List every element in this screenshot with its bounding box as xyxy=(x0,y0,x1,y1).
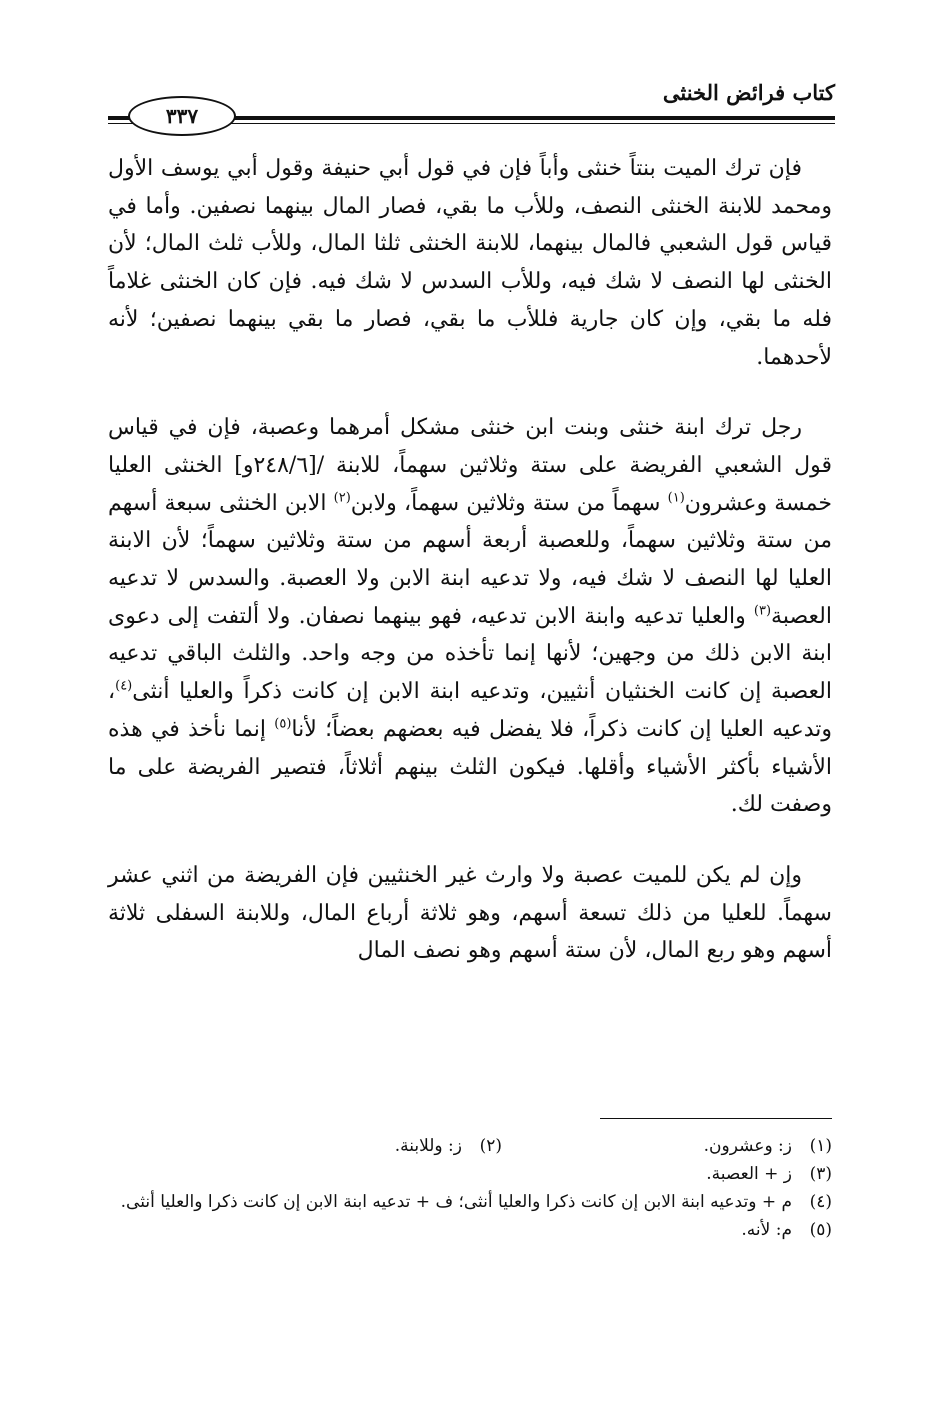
footnote-2 xyxy=(172,1132,502,1160)
text-run: الابن الخنثى سبعة أسهم من ستة وثلاثين سهماً، وللعصبة أربعة أسهم من ستة وثلاثين سهماً؛ لأن الابنة العليا لها النصف لا شك فيه، ولا تدعيه ابنة الابن ولا العصبة. والسدس لا تدعيه العصبة xyxy=(108,490,832,629)
footnote-number: (١) xyxy=(809,1136,832,1156)
text-run: فإن ترك الميت بنتاً خنثى وأباً فإن في قول أبي حنيفة وقول أبي يوسف الأول ومحمد للابنة الخنثى النصف، وللأب ما بقي، فصار المال بينهما نصفين. وأما في قياس قول الشعبي فالمال بينهما، للابنة الخنثى ثلثا المال، وللأب ثلث المال؛ لأن الخنثى لها النصف لا شك فيه، وللأب السدس لا شك فيه. فإن كان الخنثى غلاماً فله ما بقي، وإن كان جارية فللأب ما بقي، فصار ما بقي بينهما نصفين؛ لأنه لأحدهما. xyxy=(108,156,832,370)
paragraph-gap xyxy=(108,376,832,409)
main-text xyxy=(108,150,832,970)
footnote-separator xyxy=(600,1118,832,1119)
footnotes xyxy=(108,1132,832,1244)
paragraph-3 xyxy=(108,857,832,970)
footnote-row xyxy=(108,1132,832,1160)
footnote-text: ز + العصبة. xyxy=(706,1164,792,1184)
text-run: رجل ترك ابنة خنثى وبنت ابن خنثى مشكل أمرهما وعصبة، فإن في قياس قول الشعبي الفريضة على ستة وثلاثين سهماً، للابنة /[٢٤٨/٦و] الخنثى العليا خمسة وعشرون xyxy=(108,415,832,516)
text-run: إنما نأخذ في هذه الأشياء بأكثر الأشياء وأقلها. فيكون الثلث بينهم أثلاثاً، فتصير الفريضة على ما وصفت لك. xyxy=(108,716,832,818)
footnote-4 xyxy=(108,1188,832,1216)
footnote-reference[interactable]: (٣) xyxy=(753,603,772,619)
footnote-number: (٣) xyxy=(809,1164,832,1184)
footnote-number: (٢) xyxy=(479,1136,502,1156)
page-number: ٣٣٧ xyxy=(165,104,199,128)
footnote-reference[interactable]: (٥) xyxy=(274,716,292,732)
footnote-3 xyxy=(108,1160,832,1188)
paragraph-gap xyxy=(108,824,832,857)
page-number-badge xyxy=(128,96,236,136)
text-run: سهماً من ستة وثلاثين سهماً، ولابن xyxy=(350,490,668,516)
text-run: والعليا تدعيه وابنة الابن تدعيه، فهو بينهما نصفان. ولا ألتفت إلى دعوى ابنة الابن ذلك من وجهين؛ لأنها إنما تأخذه من وجه واحد. والثلث الباقي تدعيه العصبة إن كانت الخنثيان أنثيين، وتدعيه ابنة الابن إن كانت ذكراً والعليا أنثى xyxy=(108,603,832,705)
text-run: وإن لم يكن للميت عصبة ولا وارث غير الخنثيين فإن الفريضة من اثني عشر سهماً. للعليا من ذلك تسعة أسهم، وهو ثلاثة أرباع المال، وللابنة السفلى ثلاثة أسهم وهو ربع المال، لأن ستة أسهم وهو نصف المال xyxy=(108,862,832,964)
paragraph-1 xyxy=(108,150,832,376)
footnote-number: (٥) xyxy=(809,1220,832,1240)
footnote-text: ز: وعشرون. xyxy=(703,1136,792,1156)
footnote-number: (٤) xyxy=(809,1192,832,1212)
footnote-5 xyxy=(108,1216,832,1244)
footnote-1 xyxy=(502,1132,832,1160)
footnote-text: ز: وللابنة. xyxy=(394,1136,462,1156)
paragraph-2 xyxy=(108,409,832,824)
footnote-reference[interactable]: (٤) xyxy=(115,678,133,694)
text-run: ، وتدعيه العليا إن كانت ذكراً، فلا يفضل فيه بعضهم بعضاً؛ لأنا xyxy=(108,679,832,742)
footnote-reference[interactable]: (٢) xyxy=(333,490,351,506)
footnote-reference[interactable]: (١) xyxy=(667,490,685,506)
footnote-text: م: لأنه. xyxy=(741,1220,792,1240)
running-header-title: كتاب فرائض الخنثى xyxy=(662,80,835,105)
footnote-text: م + وتدعيه ابنة الابن إن كانت ذكرا والعليا أنثى؛ ف + تدعيه ابنة الابن إن كانت ذكرا والعليا أنثى. xyxy=(120,1192,792,1212)
